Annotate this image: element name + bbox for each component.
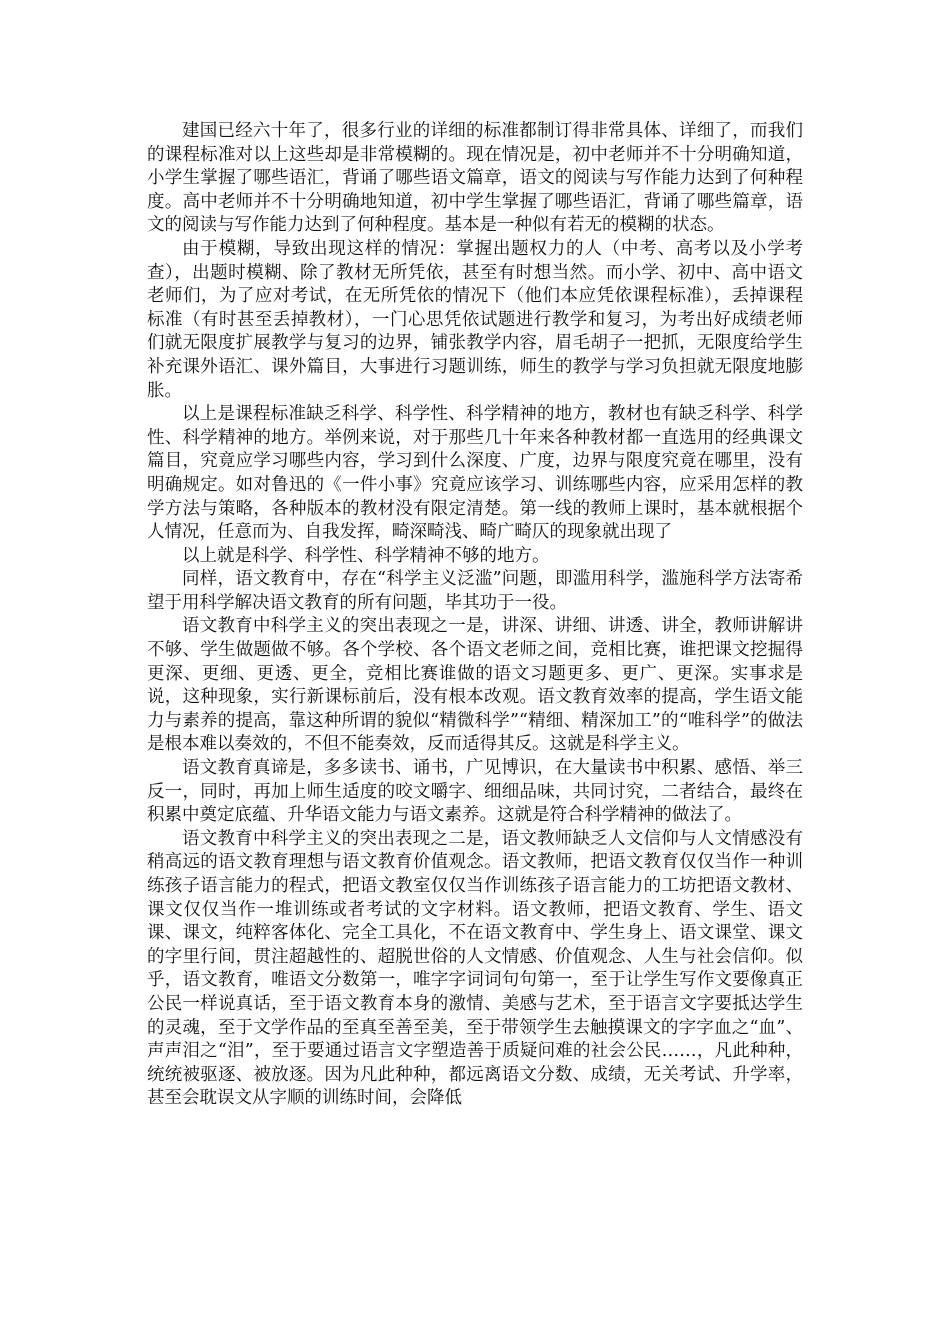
- paragraph-5: 同样，语文教育中，存在“科学主义泛滥”问题，即滥用科学，滥施科学方法寄希望于用科学解决语文教育的所有问题，毕其功于一役。: [147, 569, 803, 613]
- paragraph-3: 以上是课程标准缺乏科学、科学性、科学精神的地方，教材也有缺乏科学、科学性、科学精神的地方。举例来说，对于那些几十年来各种教材都一直选用的经典课文篇目，究竟应学习哪些内容，学习到什么深度、广度，边界与限度究竟在哪里，没有明确规定。如对鲁迅的《一件小事》究竟应该学习、训练哪些内容，应采用怎样的教学方法与策略，各种版本的教材没有限定清楚。第一线的教师上课时，基本就根据个人情况，任意而为、自我发挥，畸深畸浅、畸广畸仄的现象就出现了: [147, 404, 803, 543]
- paragraph-7: 语文教育真谛是，多多读书、诵书，广见博识，在大量读书中积累、感悟、举三反一，同时，再加上师生适度的咬文嚼字、细细品味，共同讨究，二者结合，最终在积累中奠定底蕴、升华语文能力与语文素养。这就是符合科学精神的做法了。: [147, 758, 803, 826]
- paragraph-2: 由于模糊，导致出现这样的情况：掌握出题权力的人（中考、高考以及小学考查），出题时模糊、除了教材无所凭依，甚至有时想当然。而小学、初中、高中语文老师们，为了应对考试，在无所凭依的情况下（他们本应凭依课程标准），丢掉课程标准（有时甚至丢掉教材），一门心思凭依试题进行教学和复习，为考出好成绩老师们就无限度扩展教学与复习的边界，铺张教学内容，眉毛胡子一把抓，无限度给学生补充课外语汇、课外篇目，大事进行习题训练，师生的教学与学习负担就无限度地膨胀。: [147, 238, 803, 401]
- paragraph-4: 以上就是科学、科学性、科学精神不够的地方。: [182, 545, 550, 566]
- document-body: [147, 120, 803, 1111]
- paragraph-6: 语文教育中科学主义的突出表现之一是，讲深、讲细、讲透、讲全，教师讲解讲不够、学生做题做不够。各个学校、各个语文老师之间，竞相比赛，谁把课文挖掘得更深、更细、更透、更全，竞相比赛谁做的语文习题更多、更广、更深。实事求是说，这种现象，实行新课标前后，没有根本改观。语文教育效率的提高，学生语文能力与素养的提高，靠这种所谓的貌似“精微科学”“精细、精深加工”的“唯科学”的做法是根本难以奏效的，不但不能奏效，反而适得其反。这就是科学主义。: [147, 616, 803, 755]
- paragraph-8: 语文教育中科学主义的突出表现之二是，语文教师缺乏人文信仰与人文情感没有稍高远的语文教育理想与语文教育价值观念。语文教师，把语文教育仅仅当作一种训练孩子语言能力的程式，把语文教室仅仅当作训练孩子语言能力的工坊把语文教材、课文仅仅当作一堆训练或者考试的文字材料。语文教师，把语文教育、学生、语文课、课文，纯粹客体化、完全工具化，不在语文教育中、学生身上、语文课堂、课文的字里行间，贯注超越性的、超脱世俗的人文情感、价值观念、人生与社会信仰。似乎，语文教育，唯语文分数第一，唯字字词词句句第一，至于让学生写作文要像真正公民一样说真话，至于语文教育本身的激情、美感与艺术，至于语言文字要抵达学生的灵魂，至于文学作品的至真至善至美，至于带领学生去触摸课文的字字血之“血”、声声泪之“泪”，至于要通过语言文字塑造善于质疑问难的社会公民……，凡此种种，统统被驱逐、被放逐。因为凡此种种，都远离语文分数、成绩，无关考试、升学率，甚至会耽误文从字顺的训练时间，会降低: [147, 828, 803, 1109]
- paragraph-1: 建国已经六十年了，很多行业的详细的标准都制订得非常具体、详细了，而我们的课程标准对以上这些却是非常模糊的。现在情况是，初中老师并不十分明确知道，小学生掌握了哪些语汇，背诵了哪些语文篇章，语文的阅读与写作能力达到了何种程度。高中老师并不十分明确地知道，初中学生掌握了哪些语汇，背诵了哪些篇章，语文的阅读与写作能力达到了何种程度。基本是一种似有若无的模糊的状态。: [147, 121, 803, 236]
